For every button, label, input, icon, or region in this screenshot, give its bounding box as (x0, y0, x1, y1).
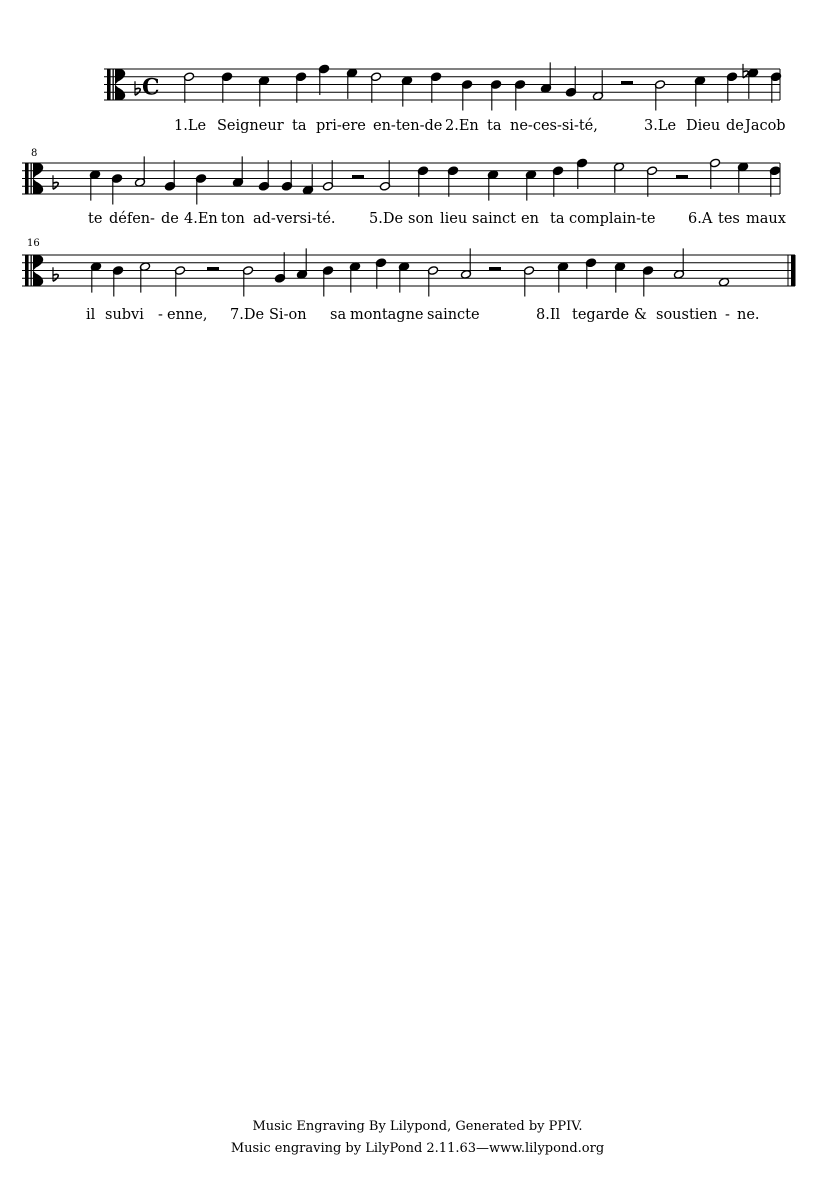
lyric-syllable: subvi (105, 307, 144, 323)
footer-engraver: Music engraving by LilyPond 2.11.63—www.lilypond.org (230, 1141, 605, 1156)
lyric-syllable: 7.De (230, 307, 265, 323)
alto-clef-icon (115, 69, 125, 85)
lyric-syllable: ta (487, 118, 502, 134)
lyric-syllable: maux (746, 211, 786, 227)
lyric-syllable: saincte (427, 307, 480, 323)
lyric-syllable: montagne (350, 307, 424, 323)
lyric-syllable: ad-versi-té. (253, 211, 336, 227)
lyric-syllable: sa (330, 307, 347, 323)
lyric-syllable: 5.De (369, 211, 404, 227)
lyric-syllable: ton (221, 211, 245, 227)
lyric-syllable: Dieu (686, 118, 721, 134)
lyric-syllable: en (521, 211, 539, 227)
alto-clef-icon (33, 271, 43, 287)
lyric-syllable: il (86, 307, 96, 323)
footer-credit: Music Engraving By Lilypond, Generated by PPIV. (252, 1119, 583, 1134)
lyrics-system-2 (88, 211, 786, 227)
alto-clef-icon (107, 69, 111, 100)
alto-clef-icon (31, 255, 32, 286)
lyric-syllable: Si-on (269, 307, 307, 323)
alto-clef-icon (33, 255, 43, 271)
lyric-syllable: - (725, 307, 730, 323)
alto-clef-icon (113, 69, 114, 100)
lyric-syllable: pri-ere (316, 118, 366, 134)
lyric-syllable: & (634, 307, 647, 323)
lyric-syllable: sainct (472, 211, 517, 227)
lyric-syllable: son (408, 211, 434, 227)
lyric-syllable: en-ten-de (373, 118, 443, 134)
lyric-syllable: de (161, 211, 179, 227)
measure-number-system-2: 8 (31, 148, 38, 159)
lyric-syllable: 4.En (184, 211, 218, 227)
lyric-syllable: - (158, 307, 163, 323)
lyric-syllable: enne, (167, 307, 208, 323)
lyric-syllable: ta (550, 211, 565, 227)
lyric-syllable: 8.Il (536, 307, 561, 323)
half-rest-icon (352, 175, 364, 179)
lyrics-system-1 (174, 118, 786, 134)
common-time-icon: C (142, 74, 160, 101)
staff-system-2 (22, 156, 781, 204)
lyric-syllable: te (88, 211, 103, 227)
lyric-syllable: ne-ces-si-té, (510, 118, 598, 134)
alto-clef-icon (115, 85, 125, 101)
lyrics-system-3 (86, 307, 760, 323)
half-rest-icon (207, 267, 219, 271)
alto-clef-icon (33, 163, 43, 179)
half-rest-icon (676, 175, 688, 179)
lyric-syllable: 2.En (445, 118, 479, 134)
lyric-syllable: 1.Le (174, 118, 207, 134)
lyric-syllable: lieu (440, 211, 468, 227)
lyric-syllable: - (150, 211, 155, 227)
lyric-syllable: de (726, 118, 744, 134)
lyric-syllable: défen (109, 211, 151, 227)
lyric-syllable: soustien (656, 307, 718, 323)
lyric-syllable: tegarde (572, 307, 630, 323)
alto-clef-icon (31, 163, 32, 194)
measure-number-system-3: 16 (27, 238, 40, 249)
lyric-syllable: Jacob (745, 118, 786, 134)
staff-system-1 (104, 62, 782, 110)
alto-clef-icon (33, 179, 43, 195)
lyric-syllable: 3.Le (644, 118, 677, 134)
half-rest-icon (621, 81, 633, 85)
lyric-syllable: tes (718, 211, 740, 227)
lyric-syllable: complain-te (569, 211, 656, 227)
lyric-syllable: ta (292, 118, 307, 134)
lyric-syllable: ne. (737, 307, 760, 323)
half-note (718, 277, 729, 287)
lyric-syllable: 6.A (688, 211, 713, 227)
alto-clef-icon (25, 163, 29, 194)
final-barline-thick (791, 255, 795, 286)
alto-clef-icon (25, 255, 29, 286)
half-rest-icon (489, 267, 501, 271)
staff-system-3 (22, 248, 795, 296)
lyric-syllable: Seigneur (217, 118, 284, 134)
